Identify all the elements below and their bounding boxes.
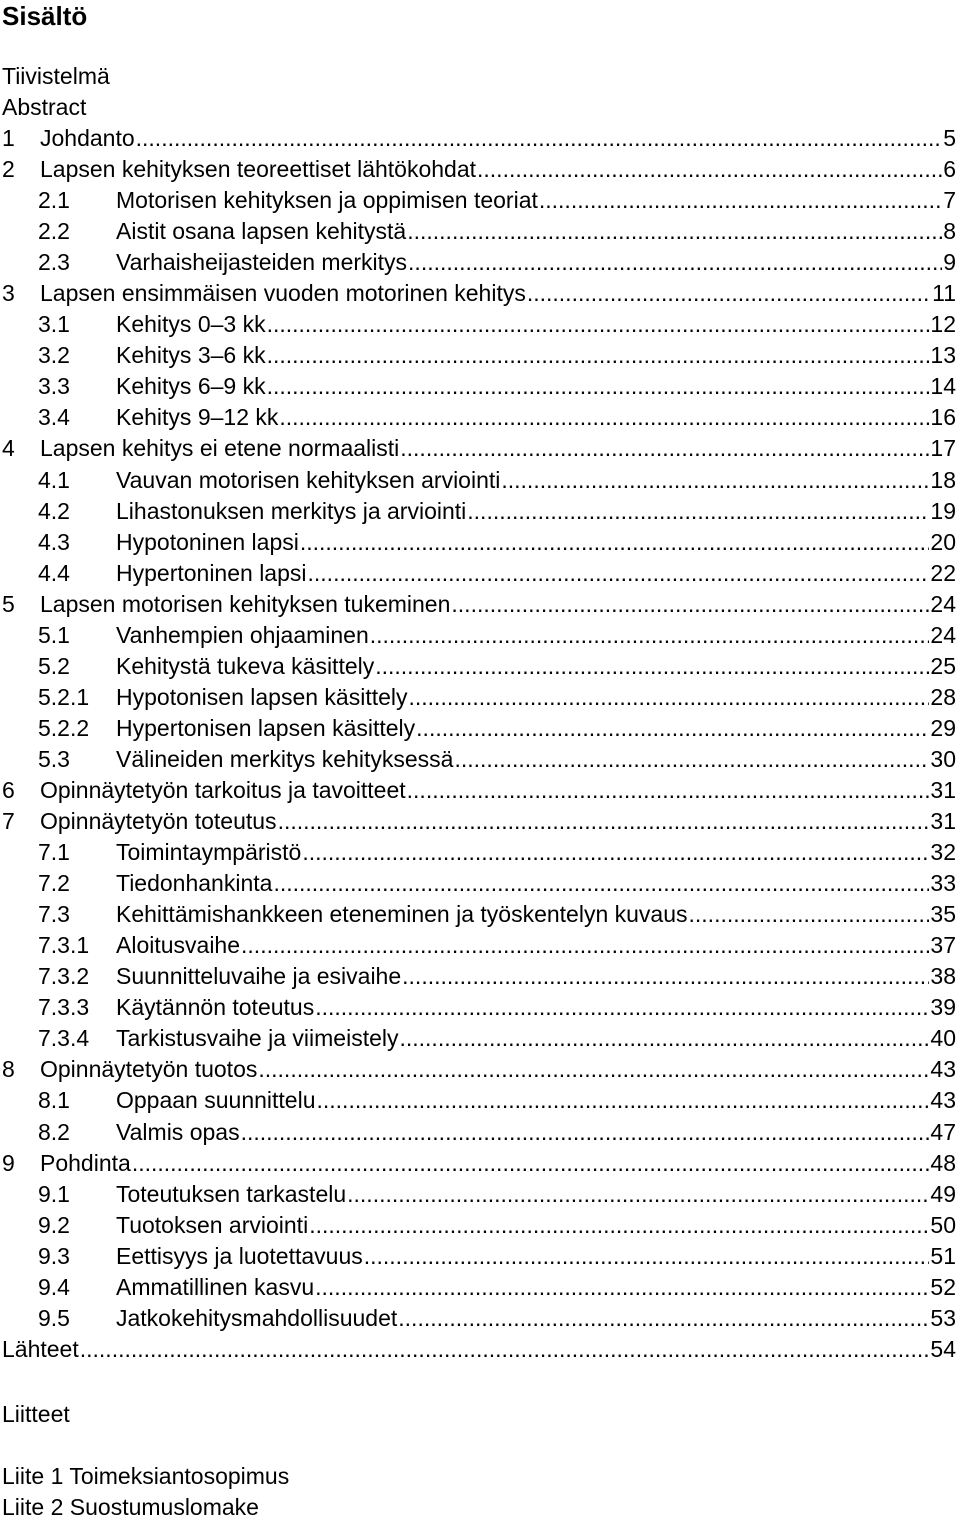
toc-entry-page-number: 51: [930, 1242, 956, 1269]
toc-entry-title: Hypotonisen lapsen käsittely: [116, 683, 408, 710]
toc-entry[interactable]: [0, 899, 960, 930]
toc-entry-number: 9.4: [38, 1273, 70, 1300]
toc-entry[interactable]: [0, 1210, 960, 1241]
toc-entry-line: [116, 930, 956, 961]
toc-entry-title: Ammatillinen kasvu: [116, 1273, 315, 1300]
front-item-abstract-fi: Tiivistelmä: [2, 63, 110, 89]
toc-entry-line: [116, 1210, 956, 1241]
front-item-abstract-en: Abstract: [2, 94, 87, 120]
toc-entry-title: Kehitys 9–12 kk: [116, 404, 279, 431]
page-title: Sisältö: [2, 1, 88, 31]
toc-dot-leader: [407, 216, 942, 247]
toc-entry-line: [40, 278, 956, 309]
toc-dot-leader: [347, 1179, 929, 1210]
toc-entry[interactable]: [0, 185, 960, 216]
toc-entry-number: 4: [2, 435, 15, 462]
toc-entry-page-number: 6: [943, 156, 956, 183]
toc-dot-leader: [80, 1334, 930, 1365]
toc-entry[interactable]: [0, 589, 960, 620]
toc-dot-leader: [315, 1272, 929, 1303]
toc-entry-page-number: 33: [930, 870, 956, 897]
toc-entry-title: Johdanto: [40, 125, 135, 151]
toc-entry-title: Tarkistusvaihe ja viimeistely: [116, 1025, 399, 1052]
toc-entry-page-number: 50: [930, 1211, 956, 1238]
toc-dot-leader: [454, 744, 929, 775]
toc-entry-number: 7.3.3: [38, 994, 90, 1021]
toc-entry-title: Suunnitteluvaihe ja esivaihe: [116, 963, 402, 990]
toc-dot-leader: [308, 558, 930, 589]
toc-entry-title: Lapsen kehitys ei etene normaalisti: [40, 435, 400, 462]
toc-entry-page-number: 31: [930, 776, 956, 803]
table-of-contents: [0, 123, 960, 1365]
toc-entry-page-number: 13: [930, 342, 956, 369]
toc-entry-line: [116, 527, 956, 558]
toc-entry[interactable]: [0, 651, 960, 682]
toc-entry-title: Motorisen kehityksen ja oppimisen teoriat: [116, 187, 538, 214]
toc-entry-number: 1: [2, 125, 15, 151]
toc-dot-leader: [527, 278, 931, 309]
toc-dot-leader: [258, 1054, 929, 1085]
toc-entry-line: [40, 1148, 956, 1179]
toc-entry[interactable]: [0, 775, 960, 806]
toc-entry-title: Lihastonuksen merkitys ja arviointi: [116, 497, 467, 524]
toc-entry-number: 8: [2, 1056, 15, 1083]
toc-entry-title: Valmis opas: [116, 1118, 240, 1145]
toc-entry-title: Lapsen kehityksen teoreettiset lähtökohdat: [40, 156, 477, 183]
toc-dot-leader: [279, 402, 929, 433]
toc-dot-leader: [370, 620, 930, 651]
toc-entry-page-number: 9: [943, 249, 956, 276]
toc-entry-page-number: 24: [930, 621, 956, 648]
toc-entry-page-number: 38: [930, 963, 956, 990]
toc-dot-leader: [501, 465, 929, 496]
toc-entry-title: Hypertoninen lapsi: [116, 559, 307, 586]
toc-entry-page-number: 49: [930, 1180, 956, 1207]
toc-dot-leader: [451, 589, 929, 620]
toc-entry[interactable]: [0, 247, 960, 278]
toc-entry-number: 9.2: [38, 1211, 70, 1238]
toc-entry[interactable]: [0, 713, 960, 744]
toc-entry-page-number: 39: [930, 994, 956, 1021]
toc-entry-title: Kehitys 0–3 kk: [116, 311, 266, 338]
toc-entry-number: 4.4: [38, 559, 70, 586]
toc-entry-line: [116, 185, 956, 216]
toc-entry-page-number: 32: [930, 839, 956, 866]
toc-entry-page-number: 12: [930, 311, 956, 338]
toc-entry-line: [116, 837, 956, 868]
toc-dot-leader: [477, 154, 942, 185]
toc-entry-title: Kehitys 6–9 kk: [116, 373, 266, 400]
toc-dot-leader: [467, 496, 929, 527]
toc-entry-page-number: 22: [930, 559, 956, 586]
toc-dot-leader: [136, 123, 943, 154]
appendix-item-2: Liite 2 Suostumuslomake: [2, 1494, 259, 1520]
toc-entry-number: 2.3: [38, 249, 70, 276]
toc-entry-page-number: 25: [930, 652, 956, 679]
toc-entry-line: [116, 1272, 956, 1303]
toc-entry-page-number: 28: [930, 683, 956, 710]
toc-entry-page-number: 54: [930, 1335, 956, 1362]
toc-entry-number: 3.1: [38, 311, 70, 338]
toc-entry[interactable]: [0, 154, 960, 185]
toc-entry-line: [40, 1054, 956, 1085]
toc-entry-line: [116, 1179, 956, 1210]
toc-entry-number: 8.2: [38, 1118, 70, 1145]
toc-entry-line: [116, 992, 956, 1023]
toc-entry-number: 3.3: [38, 373, 70, 400]
toc-entry-number: 9.3: [38, 1242, 70, 1269]
toc-dot-leader: [364, 1241, 930, 1272]
toc-entry-line: [40, 123, 956, 154]
toc-entry-title: Kehittämishankkeen eteneminen ja työskentelyn kuvaus: [116, 901, 688, 928]
toc-entry[interactable]: [0, 527, 960, 558]
toc-entry-line: [116, 1241, 956, 1272]
toc-entry-title: Hypotoninen lapsi: [116, 528, 299, 555]
toc-entry-line: [40, 806, 956, 837]
toc-entry-page-number: 20: [930, 528, 956, 555]
toc-entry-page-number: 31: [930, 808, 956, 835]
toc-entry-line: [40, 775, 956, 806]
toc-dot-leader: [317, 1085, 930, 1116]
toc-entry-line: [116, 713, 956, 744]
toc-entry-number: 2: [2, 156, 15, 183]
toc-entry-page-number: 14: [930, 373, 956, 400]
toc-dot-leader: [315, 992, 929, 1023]
toc-entry-number: 3.4: [38, 404, 70, 431]
toc-entry-number: 4.2: [38, 497, 70, 524]
toc-entry-page-number: 47: [930, 1118, 956, 1145]
toc-entry-title: Välineiden merkitys kehityksessä: [116, 745, 454, 772]
toc-entry-line: [116, 1023, 956, 1054]
toc-entry-line: [116, 682, 956, 713]
toc-entry[interactable]: [0, 744, 960, 775]
toc-dot-leader: [416, 713, 929, 744]
toc-entry[interactable]: [0, 1241, 960, 1272]
toc-entry-line: [40, 589, 956, 620]
toc-entry[interactable]: [0, 123, 960, 154]
toc-entry-line: [116, 744, 956, 775]
toc-dot-leader: [539, 185, 942, 216]
toc-entry-page-number: 53: [930, 1304, 956, 1331]
toc-entry[interactable]: [0, 1117, 960, 1148]
toc-entry-title: Opinnäytetyön tarkoitus ja tavoitteet: [40, 776, 406, 803]
toc-dot-leader: [375, 651, 929, 682]
toc-entry-number: 4.1: [38, 466, 70, 493]
toc-dot-leader: [689, 899, 930, 930]
toc-entry-title: Kehitys 3–6 kk: [116, 342, 266, 369]
toc-entry-line: [116, 868, 956, 899]
toc-entry-line: [40, 154, 956, 185]
toc-dot-leader: [398, 1303, 929, 1334]
toc-entry-line: [116, 1117, 956, 1148]
appendix-item-1: Liite 1 Toimeksiantosopimus: [2, 1463, 290, 1489]
toc-dot-leader: [302, 837, 929, 868]
toc-entry-title: Varhaisheijasteiden merkitys: [116, 249, 408, 276]
toc-entry[interactable]: [0, 1303, 960, 1334]
toc-entry-line: [116, 651, 956, 682]
toc-entry-line: [116, 465, 956, 496]
toc-entry-title: Toteutuksen tarkastelu: [116, 1180, 347, 1207]
toc-entry-page-number: 16: [930, 404, 956, 431]
toc-entry-page-number: 40: [930, 1025, 956, 1052]
toc-entry[interactable]: [0, 961, 960, 992]
toc-entry-title: Vanhempien ohjaaminen: [116, 621, 369, 648]
toc-entry-title: Tiedonhankinta: [116, 870, 273, 897]
toc-entry[interactable]: [0, 216, 960, 247]
toc-dot-leader: [267, 371, 930, 402]
toc-entry-title: Vauvan motorisen kehityksen arviointi: [116, 466, 501, 493]
toc-entry[interactable]: [0, 465, 960, 496]
toc-entry-line: [116, 961, 956, 992]
toc-entry-title: Käytännön toteutus: [116, 994, 315, 1021]
toc-entry-title: Aistit osana lapsen kehitystä: [116, 218, 407, 245]
toc-entry-number: 7.3.2: [38, 963, 90, 990]
toc-entry[interactable]: [0, 1272, 960, 1303]
toc-dot-leader: [267, 340, 930, 371]
toc-entry-line: [116, 558, 956, 589]
toc-entry-page-number: 43: [930, 1056, 956, 1083]
toc-dot-leader: [409, 682, 930, 713]
toc-dot-leader: [278, 806, 930, 837]
toc-entry-number: 9.1: [38, 1180, 70, 1207]
toc-entry-line: [116, 496, 956, 527]
toc-entry-number: 5.2: [38, 652, 70, 679]
toc-entry-title: Tuotoksen arviointi: [116, 1211, 309, 1238]
toc-entry-line: [116, 247, 956, 278]
toc-entry-title: Oppaan suunnittelu: [116, 1087, 316, 1114]
toc-entry-title: Kehitystä tukeva käsittely: [116, 652, 375, 679]
toc-entry-line: [116, 1085, 956, 1116]
toc-entry-title: Lapsen motorisen kehityksen tukeminen: [40, 590, 451, 617]
toc-entry-number: 4.3: [38, 528, 70, 555]
toc-entry-page-number: 7: [943, 187, 956, 214]
toc-entry-title: Eettisyys ja luotettavuus: [116, 1242, 363, 1269]
toc-entry-page-number: 48: [930, 1149, 956, 1176]
toc-entry-number: 7.3: [38, 901, 70, 928]
toc-entry[interactable]: [0, 837, 960, 868]
toc-entry[interactable]: [0, 278, 960, 309]
toc-entry-number: 5.2.1: [38, 683, 90, 710]
toc-entry-page-number: 18: [930, 466, 956, 493]
toc-entry-number: 7.3.1: [38, 932, 90, 959]
toc-entry[interactable]: [0, 340, 960, 371]
toc-dot-leader: [241, 930, 929, 961]
toc-dot-leader: [132, 1148, 930, 1179]
toc-entry-page-number: 30: [930, 745, 956, 772]
toc-entry-line: [116, 309, 956, 340]
toc-dot-leader: [267, 309, 930, 340]
toc-entry[interactable]: [0, 806, 960, 837]
toc-dot-leader: [273, 868, 929, 899]
toc-entry-number: 5.2.2: [38, 714, 90, 741]
toc-entry-number: 3: [2, 280, 15, 307]
toc-entry-title: Pohdinta: [40, 1149, 131, 1176]
toc-entry[interactable]: [0, 1334, 960, 1365]
toc-entry-line: [40, 433, 956, 464]
toc-entry-number: 9.5: [38, 1304, 70, 1331]
toc-entry-line: [116, 340, 956, 371]
toc-entry[interactable]: [0, 558, 960, 589]
toc-entry-page-number: 29: [930, 714, 956, 741]
toc-entry-title: Lähteet: [2, 1335, 79, 1362]
toc-dot-leader: [407, 775, 930, 806]
toc-entry-page-number: 37: [930, 932, 956, 959]
toc-entry-page-number: 19: [930, 497, 956, 524]
toc-entry-number: 5: [2, 590, 15, 617]
toc-entry-page-number: 35: [930, 901, 956, 928]
toc-entry-title: Jatkokehitysmahdollisuudet: [116, 1304, 398, 1331]
toc-entry-page-number: 43: [930, 1087, 956, 1114]
toc-entry-line: [116, 899, 956, 930]
toc-entry[interactable]: [0, 1179, 960, 1210]
toc-entry[interactable]: [0, 1054, 960, 1085]
toc-entry-number: 5.1: [38, 621, 70, 648]
toc-entry-title: Opinnäytetyön tuotos: [40, 1056, 258, 1083]
toc-entry-page-number: 52: [930, 1273, 956, 1300]
toc-entry-line: [116, 620, 956, 651]
toc-entry-line: [116, 402, 956, 433]
toc-entry-page-number: 5: [943, 125, 956, 151]
toc-entry[interactable]: [0, 1148, 960, 1179]
toc-entry[interactable]: [0, 620, 960, 651]
toc-entry-page-number: 17: [930, 435, 956, 462]
toc-entry-number: 7.2: [38, 870, 70, 897]
toc-dot-leader: [300, 527, 930, 558]
toc-entry-number: 6: [2, 776, 15, 803]
toc-entry[interactable]: [0, 868, 960, 899]
toc-entry-number: 7.1: [38, 839, 70, 866]
toc-entry-title: Aloitusvaihe: [116, 932, 241, 959]
toc-entry[interactable]: [0, 309, 960, 340]
toc-dot-leader: [402, 961, 929, 992]
toc-dot-leader: [400, 433, 929, 464]
toc-dot-leader: [399, 1023, 929, 1054]
toc-entry-line: [2, 1334, 956, 1365]
toc-entry-number: 7: [2, 808, 15, 835]
toc-dot-leader: [241, 1117, 930, 1148]
toc-entry-line: [116, 216, 956, 247]
toc-entry-line: [116, 371, 956, 402]
toc-entry[interactable]: [0, 992, 960, 1023]
toc-entry-number: 7.3.4: [38, 1025, 90, 1052]
toc-entry-page-number: 8: [943, 218, 956, 245]
toc-entry-number: 5.3: [38, 745, 70, 772]
toc-entry-title: Toimintaympäristö: [116, 839, 302, 866]
toc-entry-page-number: 24: [930, 590, 956, 617]
toc-entry-title: Lapsen ensimmäisen vuoden motorinen kehitys: [40, 280, 526, 307]
toc-entry-number: 2.2: [38, 218, 70, 245]
toc-entry[interactable]: [0, 1085, 960, 1116]
appendix-heading: Liitteet: [2, 1401, 70, 1427]
toc-entry-title: Opinnäytetyön toteutus: [40, 808, 277, 835]
toc-dot-leader: [408, 247, 942, 278]
toc-entry-number: 8.1: [38, 1087, 70, 1114]
toc-entry[interactable]: [0, 496, 960, 527]
toc-entry-title: Hypertonisen lapsen käsittely: [116, 714, 416, 741]
toc-entry-number: 2.1: [38, 187, 70, 214]
toc-entry-page-number: 11: [932, 280, 956, 307]
toc-entry[interactable]: [0, 433, 960, 464]
toc-entry[interactable]: [0, 1023, 960, 1054]
toc-entry-number: 3.2: [38, 342, 70, 369]
toc-entry-line: [116, 1303, 956, 1334]
toc-entry-number: 9: [2, 1149, 15, 1176]
toc-entry[interactable]: [0, 402, 960, 433]
toc-entry[interactable]: [0, 371, 960, 402]
toc-entry[interactable]: [0, 682, 960, 713]
toc-entry[interactable]: [0, 930, 960, 961]
toc-dot-leader: [309, 1210, 929, 1241]
